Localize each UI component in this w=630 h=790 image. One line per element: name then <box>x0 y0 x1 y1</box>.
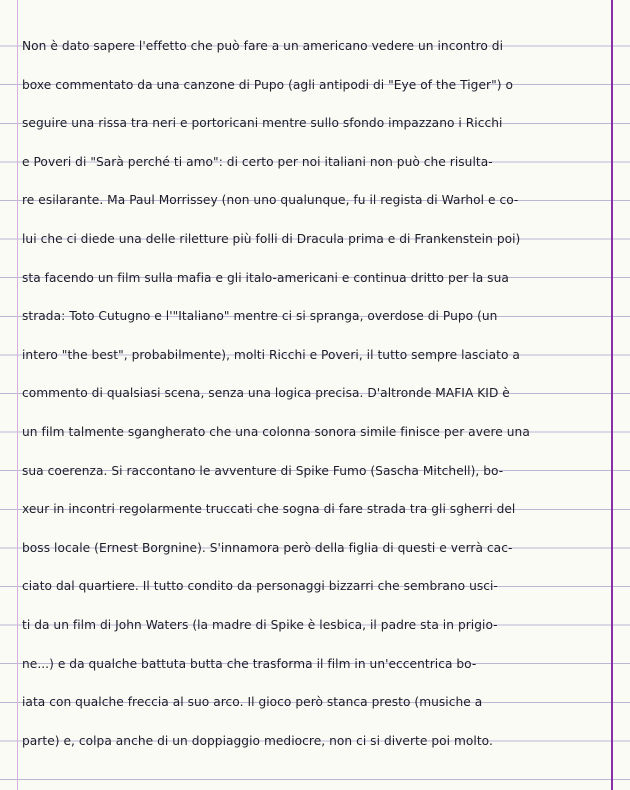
text-line: lui che ci diede una delle riletture più folli di Dracula prima e di Frankenstein poi) <box>22 231 521 246</box>
left-margin-line <box>17 0 18 790</box>
text-line: seguire una rissa tra neri e portoricani mentre sullo sfondo impazzano i Ricchi <box>22 116 503 131</box>
handwritten-review-text <box>22 33 614 766</box>
text-line: xeur in incontri regolarmente truccati che sogna di fare strada tra gli sgherri del <box>22 502 516 517</box>
text-line: un film talmente sgangherato che una colonna sonora simile finisce per avere una <box>22 424 530 439</box>
text-line: Non è dato sapere l'effetto che può fare a un americano vedere un incontro di <box>22 39 504 53</box>
text-line: ne...) e da qualche battuta butta che trasforma il film in un'eccentrica bo- <box>22 656 477 671</box>
text-line: parte) e, colpa anche di un doppiaggio mediocre, non ci si diverte poi molto. <box>22 733 493 748</box>
text-line: commento di qualsiasi scena, senza una logica precisa. D'altronde MAFIA KID è <box>22 386 510 401</box>
text-line: e Poveri di "Sarà perché ti amo": di certo per noi italiani non può che risulta- <box>22 154 493 169</box>
text-line: boxe commentato da una canzone di Pupo (agli antipodi di "Eye of the Tiger") o <box>22 77 513 92</box>
text-line: iata con qualche freccia al suo arco. Il gioco però stanca presto (musiche a <box>22 695 483 710</box>
text-line: re esilarante. Ma Paul Morrissey (non uno qualunque, fu il regista di Warhol e co- <box>22 193 519 208</box>
text-line: strada: Toto Cutugno e l'"Italiano" mentre ci si spranga, overdose di Pupo (un <box>22 309 498 324</box>
text-line: intero "the best", probabilmente), molti Ricchi e Poveri, il tutto sempre lasciato a <box>22 347 520 362</box>
text-line: ciato dal quartiere. Il tutto condito da personaggi bizzarri che sembrano usci- <box>22 579 498 594</box>
text-line: sta facendo un film sulla mafia e gli italo-americani e continua dritto per la sua <box>22 270 509 285</box>
text-line: ti da un film di John Waters (la madre di Spike è lesbica, il padre sta in prigio- <box>22 617 498 632</box>
text-line: boss locale (Ernest Borgnine). S'innamora però della figlia di questi e verrà cac- <box>22 540 513 555</box>
text-line: sua coerenza. Si raccontano le avventure di Spike Fumo (Sascha Mitchell), bo- <box>22 463 504 478</box>
